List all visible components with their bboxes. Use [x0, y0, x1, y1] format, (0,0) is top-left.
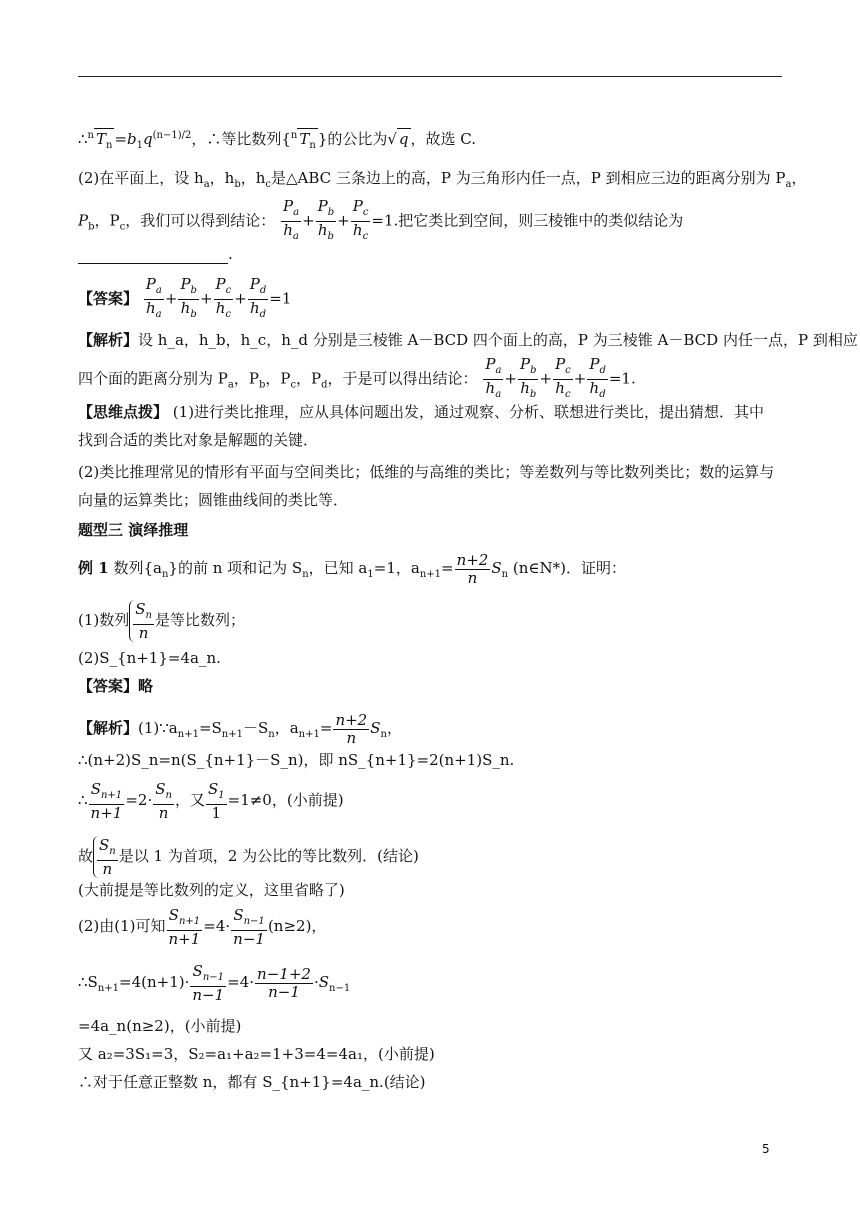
- analysis-line-1: 【解析】设 h_a，h_b，h_c，h_d 分别是三棱锥 A－BCD 四个面上的高，P 为三棱锥 A－BCD 内任一点，P 到相应: [78, 331, 858, 349]
- question-1: (1)数列 $\frac{S_n}{n}$ 是等比数列；: [78, 599, 245, 642]
- example-line: 例 1 数列$\{a_n\}$的前 n 项和记为 $S_n$，已知 $a_1=1$，$a_{n+1}=$ $\frac{n+2}{n}$ $S_n$ (n∈N*)．证明：: [78, 550, 626, 587]
- solution-line-9: 又 a₂=3S₁=3，S₂=a₁+a₂=1+3=4=4a₁，(小前提): [78, 1045, 435, 1063]
- solution-line-4: 故 $\frac{S_n}{n}$ 是以 1 为首项，2 为公比的等比数列．(结论): [78, 835, 419, 878]
- answer-2-line: 【答案】略: [78, 677, 154, 695]
- text-line-1: ∴$^n$ $T_n =b_1q^{(n-1)/2}$，∴等比数列{$^n$ $T_n$ }的公比为√ q ，故选 C.: [78, 126, 476, 156]
- analysis-line-2: 四个面的距离分别为 $P_a$，$P_b$，$P_c$，$P_d$，于是可以得出结论： $\frac{P_a}{h_a}$ + $\frac{P_b}{h_b}$ + $\frac{P_c}{h_c}$ + $\frac{P_d}{h_d}$ =1.: [78, 355, 636, 400]
- tip-line-3: (2)类比推理常见的情形有平面与空间类比；低维的与高维的类比；等差数列与等比数列类比；数的运算与: [78, 463, 775, 481]
- tip-line-4: 向量的运算类比；圆锥曲线间的类比等．: [78, 491, 349, 509]
- solution-line-8: =4a_n(n≥2)，(小前提): [78, 1017, 242, 1035]
- header-rule: [78, 76, 782, 77]
- tip-line-2: 找到合适的类比对象是解题的关键．: [78, 431, 319, 449]
- text-line-2: (2)在平面上，设 $h_a$，$h_b$，$h_c$是△ABC 三条边上的高，P 为三角形内任一点，P 到相应三边的距离分别为 $P_a$，: [78, 169, 807, 190]
- solution-line-1: 【解析】$(1)\because a_{n+1}=S_{n+1}-S_n$，$a_{n+1}=$ $\frac{n+2}{n}$ $S_n$，: [78, 710, 402, 747]
- answer-blank-line: .: [78, 244, 233, 264]
- answer-blank: [78, 249, 228, 264]
- solution-line-10: ∴对于任意正整数 n，都有 S_{n+1}=4a_n.(结论): [78, 1073, 426, 1091]
- question-2: (2)S_{n+1}=4a_n.: [78, 649, 221, 667]
- tip-line-1: 【思维点拨】 (1)进行类比推理，应从具体问题出发，通过观察、分析、联想进行类比，提出猜想．其中: [78, 403, 765, 421]
- solution-line-7: $\therefore S_{n+1}=4(n+1)\cdot$ $\frac{S_{n-1}}{n-1}$ =4· $\frac{n-1+2}{n-1}$ $\cdot S_{n-1}$: [78, 961, 351, 1004]
- solution-line-3: ∴ $\frac{S_{n+1}}{n+1}$ =2· $\frac{S_n}{n}$ ，又 $\frac{S_1}{1}$ =1≠0，(小前提): [78, 779, 344, 822]
- section-heading: 题型三 演绎推理: [78, 521, 189, 539]
- solution-line-2: ∴(n+2)S_n=n(S_{n+1}－S_n)，即 nS_{n+1}=2(n+1)S_n.: [78, 751, 515, 769]
- solution-line-6: (2)由(1)可知 $\frac{S_{n+1}}{n+1}$ =4· $\frac{S_{n-1}}{n-1}$ (n≥2)，: [78, 905, 327, 948]
- page-number: 5: [762, 1142, 770, 1156]
- solution-line-5: (大前提是等比数列的定义，这里省略了): [78, 881, 345, 899]
- answer-line: 【答案】 $\frac{P_a}{h_a}$ + $\frac{P_b}{h_b}$ + $\frac{P_c}{h_c}$ + $\frac{P_d}{h_d}$ =1: [78, 275, 292, 320]
- text-line-3: $P_b$，$P_c$，我们可以得到结论： $\frac{P_a}{h_a}$ + $\frac{P_b}{h_b}$ + $\frac{P_c}{h_c}$ =1.把它类比到空间，则三棱锥中的类似结论为: [78, 197, 684, 242]
